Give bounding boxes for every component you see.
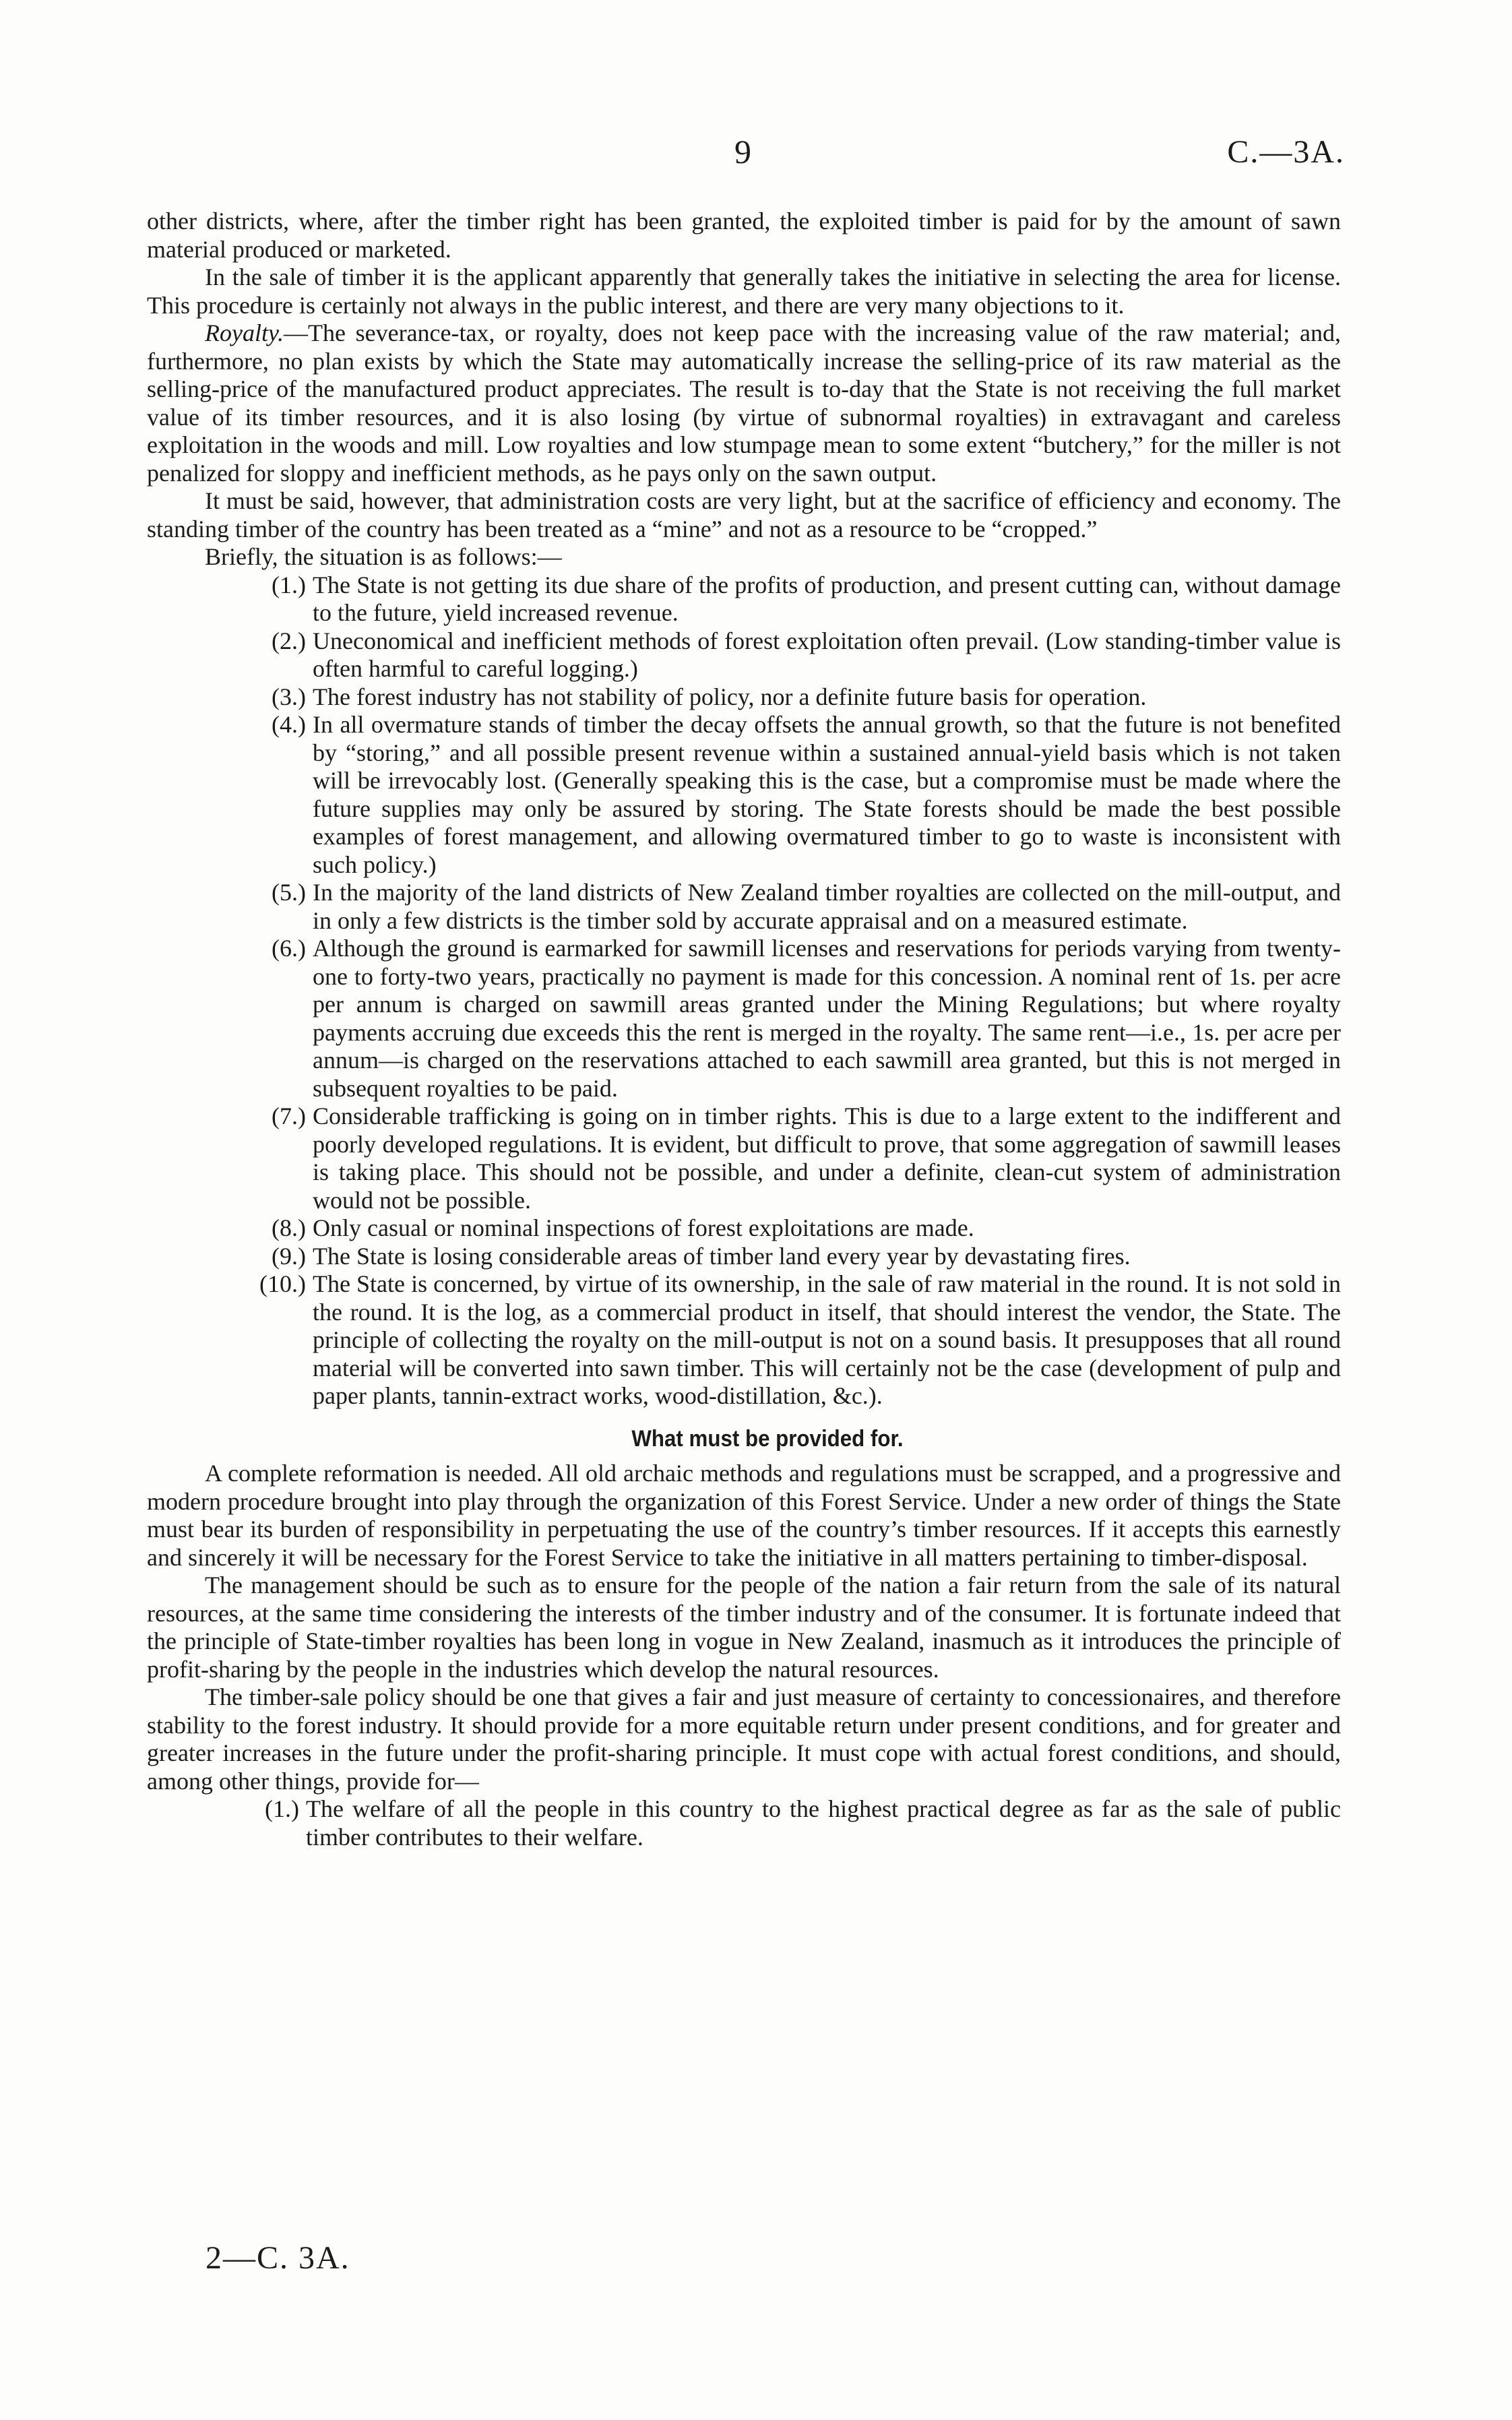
item-number: (9.) — [272, 1242, 306, 1270]
royalty-paragraph — [147, 319, 1341, 487]
list-item — [147, 1795, 1341, 1851]
page-body — [147, 208, 1341, 1851]
paragraph: The timber-sale policy should be one that gives a fair and just measure of certainty to concessionaires, and therefore stability to the forest industry. It should provide for a more equitable return under present conditions, and for greater and greater increases in the future under the profit-sharing principle. It must cope with actual forest conditions, and should, among other things, provide for— — [147, 1683, 1341, 1795]
paragraph: The management should be such as to ensure for the people of the nation a fair return from the sale of its natural resources, at the same time considering the interests of the timber industry and of the consumer. It is fortunate indeed that the principle of State-timber royalties has been long in vogue in New Zealand, inasmuch as it introduces the principle of profit-sharing by the people in the industries which develop the natural resources. — [147, 1572, 1341, 1683]
list-item — [147, 1214, 1341, 1243]
list-item — [147, 711, 1341, 879]
situation-list — [147, 571, 1341, 1410]
item-number: (7.) — [272, 1103, 306, 1129]
royalty-text: —The severance-tax, or royalty, does not keep pace with the increasing value of the raw material; and, furthermore, no plan exists by which the State may automatically increase the selling-price of its raw material as the selling-price of the manufactured product appreciates. The result is to-day that the State is not receiving the full market value of its timber resources, and it is also losing (by virtue of subnormal royalties) in extravagant and careless exploitation in the woods and mill. Low royalties and low stumpage mean to some extent “butchery,” for the miller is not penalized for sloppy and inefficient methods, as he pays only on the sawn output. — [147, 319, 1341, 487]
list-item — [147, 879, 1341, 935]
item-text: Uneconomical and inefficient methods of forest exploitation often prevail. (Low standing-timber value is often harmful to careful logging.) — [313, 627, 1341, 682]
paragraph: A complete reformation is needed. All old archaic methods and regulations must be scrapped, and a progressive and modern procedure brought into play through the organization of this Forest Service. Under a new order of things the State must bear its burden of responsibility in perpetuating the use of the country’s timber resources. If it accepts this earnestly and sincerely it will be necessary for the Forest Service to take the initiative in all matters pertaining to timber-disposal. — [147, 1460, 1341, 1571]
list-intro: Briefly, the situation is as follows:— — [205, 543, 562, 570]
page-number: 9 — [734, 133, 751, 170]
item-text: The welfare of all the people in this country to the highest practical degree as far as the sale of public timber contributes to their welfare. — [306, 1795, 1341, 1851]
item-text: Only casual or nominal inspections of forest exploitations are made. — [313, 1214, 974, 1241]
item-number: (3.) — [272, 683, 306, 710]
item-number: (1.) — [265, 1795, 299, 1822]
document-reference: C.—3A. — [1227, 134, 1345, 170]
page-footer-signature: 2—C. 3A. — [206, 2240, 350, 2276]
paragraph: other districts, where, after the timber right has been granted, the exploited timber is paid for by the amount of sawn material produced or marketed. — [147, 208, 1341, 263]
list-item — [147, 935, 1341, 1103]
item-text: Although the ground is earmarked for sawmill licenses and reservations for periods varying from twenty-one to forty-two years, practically no payment is made for this concession. A nominal rent of 1s. per acre per annum is charged on sawmill areas granted under the Mining Regulations; but where royalty payments accruing due exceeds this the rent is merged in the royalty. The same rent—i.e., 1s. per acre per annum—is charged on the reservations attached to each sawmill area granted, but this is not merged in subsequent royalties to be paid. — [313, 935, 1341, 1102]
list-item — [147, 1243, 1341, 1271]
list-item — [147, 1103, 1341, 1214]
item-number: (5.) — [272, 879, 306, 906]
item-number: (1.) — [272, 571, 306, 598]
provide-list — [147, 1795, 1341, 1851]
list-item — [147, 1270, 1341, 1410]
royalty-label: Royalty. — [205, 319, 284, 346]
item-number: (2.) — [272, 627, 306, 654]
item-number: (4.) — [272, 711, 306, 738]
list-item — [147, 627, 1341, 683]
item-text: Considerable trafficking is going on in timber rights. This is due to a large extent to the indifferent and poorly developed regulations. It is evident, but difficult to prove, that some aggregation of sawmill leases is taking place. This should not be possible, and under a definite, clean-cut system of administration would not be possible. — [313, 1103, 1341, 1214]
item-text: In the majority of the land districts of New Zealand timber royalties are collected on the mill-output, and in only a few districts is the timber sold by accurate appraisal and on a measured estimate. — [313, 879, 1341, 934]
list-item — [147, 571, 1341, 627]
item-number: (6.) — [272, 935, 306, 962]
section-heading: What must be provided for. — [631, 1425, 904, 1452]
paragraph: In the sale of timber it is the applicant apparently that generally takes the initiative in selecting the area for license. This procedure is certainly not always in the public interest, and there are very many objections to it. — [147, 263, 1341, 319]
item-number: (10.) — [259, 1270, 306, 1297]
item-text: The State is losing considerable areas of timber land every year by devastating fires. — [313, 1242, 1131, 1270]
item-text: The forest industry has not stability of policy, nor a definite future basis for operation. — [313, 683, 1147, 710]
paragraph: It must be said, however, that administration costs are very light, but at the sacrifice of efficiency and economy. The standing timber of the country has been treated as a “mine” and not as a resource to be “cropped.” — [147, 487, 1341, 542]
item-text: The State is not getting its due share of the profits of production, and present cutting can, without damage to the future, yield increased revenue. — [313, 571, 1341, 626]
page-header — [0, 133, 1512, 179]
list-item — [147, 683, 1341, 712]
item-text: In all overmature stands of timber the decay offsets the annual growth, so that the future is not benefited by “storing,” and all possible present revenue within a sustained annual-yield basis which is not taken will be irrevocably lost. (Generally speaking this is the case, but a compromise must be made where the future supplies may only be assured by storing. The State forests should be made the best possible examples of forest management, and allowing overmatured timber to go to waste is inconsistent with such policy.) — [313, 711, 1341, 878]
item-number: (8.) — [272, 1214, 306, 1241]
item-text: The State is concerned, by virtue of its ownership, in the sale of raw material in the round. It is not sold in the round. It is the log, as a commercial product in itself, that should interest the vendor, the State. The principle of collecting the royalty on the mill-output is not on a sound basis. It presupposes that all round material will be converted into sawn timber. This will certainly not be the case (development of pulp and paper plants, tannin-extract works, wood-distillation, &c.). — [313, 1270, 1341, 1409]
